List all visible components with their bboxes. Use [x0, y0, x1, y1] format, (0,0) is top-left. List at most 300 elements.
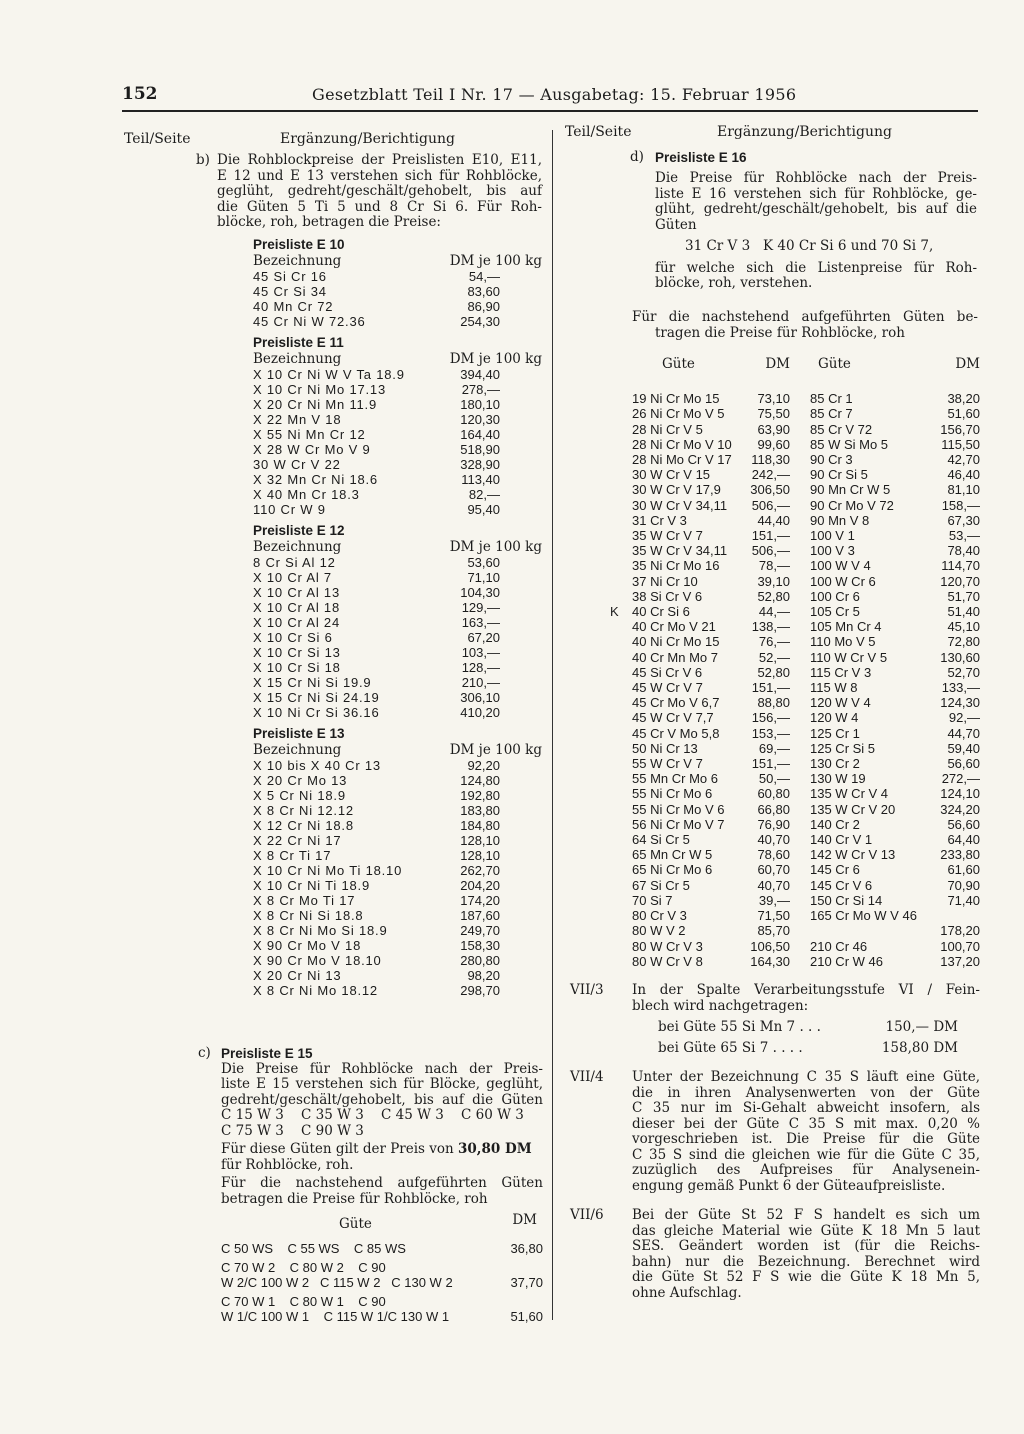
grade-price: 204,20 — [460, 878, 500, 893]
grade-price: 410,20 — [460, 705, 500, 720]
grade-price: 129,— — [461, 600, 500, 615]
col-dm-je-100kg: DM je 100 kg — [449, 539, 542, 555]
grade-name: X 10 Cr Ni Mo Ti 18.10 — [253, 863, 403, 878]
table-row — [610, 756, 980, 771]
table-row — [610, 771, 980, 786]
grade-price: 104,30 — [460, 585, 500, 600]
paragraph-d — [655, 171, 977, 292]
grade-price-2: 72,80 — [947, 634, 980, 650]
grade-name-1: 19 Ni Cr Mo 15 — [632, 391, 720, 407]
amendment-section — [570, 983, 980, 1056]
grade-name: X 10 Cr Ni Ti 18.9 — [253, 878, 370, 893]
list-item — [253, 382, 542, 397]
grade-name: X 28 W Cr Mo V 9 — [253, 442, 371, 457]
list-item — [221, 1294, 543, 1324]
grade-price: 187,60 — [460, 908, 500, 923]
grade-name: 45 Cr Si 34 — [253, 284, 327, 299]
grade-price-1: 151,— — [751, 756, 790, 772]
row-marker — [610, 802, 632, 817]
grade-name-2: 110 Mo V 5 — [810, 634, 876, 650]
table-head-dm-2: DM — [955, 356, 980, 373]
row-marker — [610, 482, 632, 497]
text-line: C 75 W 3 C 90 W 3 — [221, 1122, 364, 1139]
grade-line: W 2/C 100 W 2 C 115 W 2 C 130 W 2 — [221, 1275, 453, 1290]
price-sentence — [221, 1142, 543, 1158]
grade-price-2: 70,90 — [947, 877, 980, 893]
grade-name: 30 W Cr V 22 — [253, 457, 341, 472]
grade-price-2: 45,10 — [947, 619, 980, 635]
list-item — [253, 570, 542, 585]
grade-price: 192,80 — [460, 788, 500, 803]
grade-name-1: 45 Cr Mo V 6,7 — [632, 695, 720, 711]
grade-price-2: 56,60 — [947, 816, 980, 832]
page-header — [122, 84, 978, 112]
grade-name: X 10 Cr Si 18 — [253, 660, 341, 675]
text-line: In der Spalte Verarbeitungsstufe VI / Fein- — [632, 982, 980, 998]
row-marker — [610, 513, 632, 528]
left-caption-ergaenzung: Ergänzung/Berichtigung — [280, 131, 455, 147]
table-row — [610, 954, 980, 969]
grade-name-2: 120 W 4 — [810, 710, 859, 726]
row-marker — [610, 939, 632, 954]
item-label-b: b) — [196, 152, 210, 168]
table-row — [610, 695, 980, 710]
row-marker — [610, 756, 632, 771]
grade-name: X 20 Cr Ni Mn 11.9 — [253, 397, 377, 412]
col-head-guete: Güte — [339, 1216, 372, 1232]
text-line: für Rohblöcke, roh. — [221, 1156, 354, 1173]
grade-price-1: 71,50 — [757, 908, 790, 924]
right-caption-ergaenzung: Ergänzung/Berichtigung — [717, 124, 892, 140]
grade-name-2 — [790, 923, 920, 938]
grade-line: C 70 W 2 C 80 W 2 C 90 — [221, 1260, 386, 1275]
grade-price-1: 78,60 — [757, 847, 790, 863]
grade-price-1: 506,— — [751, 497, 790, 513]
table-row — [610, 878, 980, 893]
table-row — [610, 923, 980, 938]
grade-name: 45 Cr Ni W 72.36 — [253, 314, 366, 329]
grade-name: X 32 Mn Cr Ni 18.6 — [253, 472, 378, 487]
list-item — [253, 848, 542, 863]
entry-grade: bei Güte 65 Si 7 . . . . — [658, 1040, 803, 1056]
grade-price-2: 53,— — [948, 528, 980, 544]
row-marker — [610, 817, 632, 832]
list-item — [253, 314, 542, 329]
grade-price: 71,10 — [467, 570, 500, 585]
row-marker — [610, 908, 632, 923]
col-dm-je-100kg: DM je 100 kg — [449, 253, 542, 269]
row-marker — [610, 634, 632, 649]
grade-name: X 10 Cr Al 7 — [253, 570, 332, 585]
grade-name-2: 145 Cr V 6 — [810, 877, 873, 893]
row-marker — [610, 832, 632, 847]
entry-price: 158,80 DM — [881, 1040, 958, 1056]
grade-name-2: 90 Mn V 8 — [810, 512, 870, 528]
list-item — [253, 705, 542, 720]
table-row — [610, 589, 980, 604]
grade-price-2: 272,— — [941, 771, 980, 787]
grade-price-1: 52,80 — [757, 664, 790, 680]
grade-price-1: 85,70 — [757, 923, 790, 939]
row-marker — [610, 452, 632, 467]
text-line: SES. Geändert worden ist (für die Reichs- — [632, 1238, 980, 1254]
grade-price-1: 118,30 — [751, 452, 790, 467]
entry-price: 150,— DM — [885, 1019, 958, 1035]
grade-price-1: 138,— — [751, 619, 790, 635]
grade-price: 124,80 — [460, 773, 500, 788]
grade-price-1: 153,— — [751, 725, 790, 741]
text-line: Unter der Bezeichnung C 35 S läuft eine Güte, — [632, 1069, 980, 1085]
text-line: Die Preise für Rohblöcke nach der Preis- — [221, 1060, 543, 1077]
grade-name-2: 100 W Cr 6 — [810, 573, 876, 589]
row-marker — [610, 695, 632, 710]
price-list-header — [253, 351, 542, 367]
grade-price: 394,40 — [460, 367, 500, 382]
grade-name-1: 64 Si Cr 5 — [632, 832, 690, 848]
row-marker — [610, 847, 632, 862]
row-marker: K — [610, 604, 619, 620]
grade-price-1: 63,90 — [757, 421, 790, 437]
text-line: bahn) nur die Bezeichnung. Berechnet wird — [632, 1253, 980, 1270]
text-line: vorgeschrieben ist. Die Preise für die Güte — [632, 1131, 980, 1147]
price-entry — [658, 1040, 958, 1056]
grade-price: 37,70 — [510, 1275, 543, 1290]
table-row — [610, 665, 980, 680]
grade-name: X 90 Cr Mo V 18.10 — [253, 953, 382, 968]
grade-name-1: 55 W Cr V 7 — [632, 756, 703, 772]
grade-name: X 8 Cr Ni Si 18.8 — [253, 908, 364, 923]
list-item — [253, 758, 542, 773]
grade-price: 82,— — [468, 487, 500, 502]
list-item — [253, 502, 542, 517]
amendment-section — [570, 1208, 980, 1301]
table-row — [610, 634, 980, 649]
list-item — [253, 299, 542, 314]
table-row — [610, 498, 980, 513]
row-marker — [610, 619, 632, 634]
row-marker — [610, 422, 632, 437]
row-marker — [610, 954, 632, 969]
price-entry — [658, 1019, 958, 1035]
list-item — [253, 878, 542, 893]
grade-price-2: 233,80 — [940, 847, 980, 863]
text-line: Güten — [655, 216, 697, 233]
table-row — [610, 406, 980, 421]
grade-name: X 20 Cr Mo 13 — [253, 773, 348, 788]
text-line: glüht, gedreht/geschält/gehobelt, bis auf die — [655, 201, 977, 217]
grade-name-1: 26 Ni Cr Mo V 5 — [632, 406, 725, 422]
grade-name: 110 Cr W 9 — [253, 502, 326, 517]
grade-name: X 8 Cr Mo Ti 17 — [253, 893, 356, 908]
list-item — [253, 269, 542, 284]
grade-price: 120,30 — [460, 412, 500, 427]
grade-name-2: 105 Cr 5 — [810, 604, 860, 620]
list-item — [253, 457, 542, 472]
left-caption-teil: Teil/Seite — [124, 131, 191, 147]
grade-name-1: 80 W V 2 — [632, 923, 686, 939]
preisliste-e15-title: Preisliste E 15 — [221, 1046, 313, 1061]
page-number: 152 — [122, 84, 158, 104]
price-list-title: Preisliste E 12 — [253, 523, 345, 538]
grade-price-1: 242,— — [751, 467, 790, 483]
grade-name-1: 45 Cr V Mo 5,8 — [632, 725, 720, 741]
price-list — [253, 522, 542, 720]
row-marker — [610, 406, 632, 421]
grade-name: X 22 Mn V 18 — [253, 412, 342, 427]
row-marker — [610, 528, 632, 543]
list-item — [253, 818, 542, 833]
row-marker — [610, 391, 632, 406]
table-row — [610, 543, 980, 558]
grade-price-1: 40,70 — [757, 832, 790, 848]
grade-price-1: 76,90 — [757, 816, 790, 832]
grade-price: 113,40 — [461, 472, 500, 487]
table-head-guete-2: Güte — [818, 356, 851, 373]
paragraph-c — [221, 1046, 543, 1328]
grade-price: 180,10 — [460, 397, 500, 412]
grade-price-2: 64,40 — [947, 832, 980, 848]
grade-name-1: 30 W Cr V 17,9 — [632, 482, 721, 498]
grade-name-2: 115 W 8 — [810, 680, 858, 696]
list-item — [253, 472, 542, 487]
grade-price: 98,20 — [467, 968, 500, 983]
grade-price-1: 306,50 — [750, 482, 790, 498]
row-marker — [610, 771, 632, 786]
row-marker — [610, 878, 632, 893]
text-line: die Güten 5 Ti 5 und 8 Cr Si 6. Für Roh- — [217, 198, 542, 215]
grade-price-2: 115,50 — [941, 436, 980, 452]
grade-name-1: 38 Si Cr V 6 — [632, 588, 703, 604]
list-item — [253, 953, 542, 968]
preisliste-e16-title: Preisliste E 16 — [655, 150, 747, 165]
grade-price-2: 124,30 — [940, 695, 980, 711]
grade-price-1: 78,— — [758, 558, 790, 574]
grade-name-2: 100 Cr 6 — [810, 588, 860, 604]
grade-price: 54,— — [468, 269, 500, 284]
table-row — [610, 422, 980, 437]
text-line: geglüht, gedreht/geschält/gehobelt, bis auf — [217, 183, 542, 199]
grade-name-2: 85 W Si Mo 5 — [810, 436, 889, 452]
table-row — [610, 574, 980, 589]
list-item — [253, 427, 542, 442]
grade-name: 8 Cr Si Al 12 — [253, 555, 336, 570]
list-item — [253, 412, 542, 427]
text-line: liste E 16 verstehen sich für Rohblöcke, ge- — [655, 185, 977, 202]
price-list — [253, 334, 542, 517]
grade-price: 278,— — [461, 382, 500, 397]
grade-price: 210,— — [461, 675, 500, 690]
col-bezeichnung: Bezeichnung — [253, 742, 342, 758]
grade-price-1: 106,50 — [750, 938, 790, 954]
price-list-header — [253, 539, 542, 555]
table-row — [610, 437, 980, 452]
grade-name: X 15 Cr Ni Si 19.9 — [253, 675, 372, 690]
grade-name: X 10 Cr Ni Mo 17.13 — [253, 382, 386, 397]
grade-name-2: 125 Cr 1 — [810, 725, 860, 741]
row-marker — [610, 467, 632, 482]
grade-name-1: 28 Ni Mo Cr V 17 — [632, 452, 732, 467]
item-label-d: d) — [630, 149, 644, 165]
grade-name: X 5 Cr Ni 18.9 — [253, 788, 346, 803]
grade-name: X 15 Cr Ni Si 24.19 — [253, 690, 380, 705]
price-value: 30,80 DM — [458, 1141, 532, 1157]
grade-price-2 — [920, 908, 980, 923]
grade-price: 128,10 — [460, 848, 500, 863]
grade-price: 184,80 — [460, 818, 500, 833]
section-label: VII/4 — [570, 1069, 604, 1085]
grade-price-2: 61,60 — [947, 862, 980, 878]
list-item — [253, 773, 542, 788]
grade-name-2: 100 V 1 — [810, 528, 855, 544]
grade-price-1: 52,— — [758, 649, 790, 665]
grade-name-1: 70 Si 7 — [632, 892, 673, 908]
list-item — [253, 938, 542, 953]
table-row — [610, 802, 980, 817]
row-marker — [610, 498, 632, 513]
text-line: E 12 und E 13 verstehen sich für Rohblöcke, — [217, 167, 542, 184]
list-item — [253, 923, 542, 938]
price-lists — [253, 236, 542, 998]
grade-price-2: 46,40 — [947, 467, 980, 483]
row-marker — [610, 589, 632, 604]
text-line: liste E 15 verstehen sich für Blöcke, geglüht, — [221, 1076, 543, 1092]
text-line: gedreht/geschält/gehobelt, bis auf die Güten — [221, 1091, 543, 1108]
grade-price-1: 60,70 — [757, 862, 790, 878]
column-divider — [552, 130, 553, 1320]
col-head-dm: DM — [512, 1212, 537, 1228]
grade-name: X 10 Cr Al 24 — [253, 615, 340, 630]
grade-name-2: 130 Cr 2 — [810, 756, 860, 772]
grade-price-2: 56,60 — [947, 756, 980, 772]
grade-name-2: 90 Mn Cr W 5 — [810, 482, 891, 498]
grade-name-1: 55 Ni Cr Mo 6 — [632, 786, 713, 802]
grade-price-1: 76,— — [758, 634, 790, 650]
grade-price-1: 66,80 — [757, 801, 790, 817]
text-line: C 15 W 3 C 35 W 3 C 45 W 3 C 60 W 3 — [221, 1107, 524, 1123]
grade-name: X 10 Cr Ni W V Ta 18.9 — [253, 367, 405, 382]
section-label: VII/6 — [570, 1207, 604, 1223]
grade-price: 158,30 — [460, 938, 500, 953]
text-line: blöcke, roh, verstehen. — [655, 275, 813, 291]
grade-price: 164,40 — [460, 427, 500, 442]
grade-name: X 22 Cr Ni 17 — [253, 833, 342, 848]
grade-price-2: 133,— — [941, 680, 980, 696]
grade-line: C 70 W 1 C 80 W 1 C 90 — [221, 1294, 386, 1309]
grade-price-2: 42,70 — [947, 452, 980, 467]
grade-name-1: 28 Ni Cr Mo V 10 — [632, 436, 732, 452]
grade-price: 249,70 — [460, 923, 500, 938]
grade-name: X 12 Cr Ni 18.8 — [253, 818, 354, 833]
text-line: Für die nachstehend aufgeführten Güten be- — [632, 309, 978, 325]
list-item — [253, 908, 542, 923]
grade-name-1: 80 Cr V 3 — [632, 908, 687, 924]
grade-price-1: 60,80 — [757, 786, 790, 802]
grade-price-1: 506,— — [751, 543, 790, 559]
list-item — [253, 585, 542, 600]
grade-name-2: 165 Cr Mo W V 46 — [810, 908, 917, 924]
grade-price-1: 50,— — [758, 771, 790, 787]
table-row — [610, 650, 980, 665]
text-line: Für die nachstehend aufgeführten Güten — [221, 1175, 543, 1191]
list-item — [253, 968, 542, 983]
table-row — [610, 710, 980, 725]
table-row — [610, 832, 980, 847]
grade-price: 518,90 — [460, 442, 500, 457]
grade-name-2: 100 V 3 — [810, 543, 855, 559]
text-line: engung gemäß Punkt 6 der Güteaufpreisliste. — [632, 1177, 946, 1194]
grade-price-2: 137,20 — [940, 953, 980, 969]
grade-name: X 10 bis X 40 Cr 13 — [253, 758, 381, 773]
grade-name-2: 90 Cr Si 5 — [810, 467, 868, 483]
text-line: für welche sich die Listenpreise für Roh- — [655, 259, 977, 276]
section-label: VII/3 — [570, 982, 604, 998]
grade-name: X 90 Cr Mo V 18 — [253, 938, 362, 953]
list-item — [253, 645, 542, 660]
text-line: ohne Aufschlag. — [632, 1284, 742, 1301]
grade-name-1: 56 Ni Cr Mo V 7 — [632, 816, 725, 832]
list-item — [253, 660, 542, 675]
grade-price-2: 158,— — [941, 497, 980, 513]
grade-price: 95,40 — [467, 502, 500, 517]
grade-price-1: 151,— — [751, 528, 790, 544]
row-marker — [610, 741, 632, 756]
grade-name-2: 110 W Cr V 5 — [810, 649, 888, 665]
grade-price-1: 88,80 — [757, 695, 790, 711]
price-list-header — [253, 742, 542, 758]
grade-price: 174,20 — [460, 893, 500, 908]
price-list-header — [253, 253, 542, 269]
grade-price-2: 81,10 — [947, 482, 980, 498]
sections — [570, 983, 980, 1315]
grade-name-1: 45 W Cr V 7 — [632, 680, 703, 696]
price-sentence-pre: Für diese Güten gilt der Preis von — [221, 1141, 459, 1157]
list-item — [253, 675, 542, 690]
grade-price: 36,80 — [510, 1241, 543, 1256]
grade-price-1: 44,— — [758, 604, 790, 620]
grade-name-1: 37 Ni Cr 10 — [632, 573, 698, 589]
grade-price-2: 156,70 — [940, 421, 980, 437]
grade-name-1: 80 W Cr V 3 — [632, 938, 703, 954]
grade-price-1: 52,80 — [757, 588, 790, 604]
table-row — [610, 467, 980, 482]
grade-name-2: 135 W Cr V 4 — [810, 786, 889, 802]
list-item — [253, 863, 542, 878]
grade-name: X 10 Ni Cr Si 36.16 — [253, 705, 380, 720]
grade-price-1: 75,50 — [757, 406, 790, 422]
grade-name-2: 140 Cr 2 — [810, 816, 860, 832]
table-row — [610, 893, 980, 908]
grade-price-1: 73,10 — [757, 391, 790, 407]
row-marker — [610, 543, 632, 558]
grade-line: C 50 WS C 55 WS C 85 WS — [221, 1241, 406, 1256]
grade-name-2: 150 Cr Si 14 — [810, 892, 883, 908]
table-head-dm-1: DM — [765, 356, 790, 373]
grade-price: 306,10 — [460, 690, 500, 705]
text-line: das gleiche Material wie Güte K 18 Mn 5 laut — [632, 1222, 980, 1239]
list-item — [221, 1241, 543, 1256]
grade-name-1: 30 W Cr V 15 — [632, 467, 711, 483]
grade-price-1: 156,— — [751, 710, 790, 726]
grade-price: 298,70 — [460, 983, 500, 998]
table-row — [610, 726, 980, 741]
table-row — [610, 513, 980, 528]
grade-name: X 20 Cr Ni 13 — [253, 968, 342, 983]
grade-name-2: 210 Cr W 46 — [810, 953, 883, 969]
grade-name-1: 31 Cr V 3 — [632, 512, 687, 528]
text-line: dieser bei der Güte C 35 S mit max. 0,20 % — [632, 1115, 980, 1132]
grade-price: 103,— — [461, 645, 500, 660]
table-row — [610, 847, 980, 862]
